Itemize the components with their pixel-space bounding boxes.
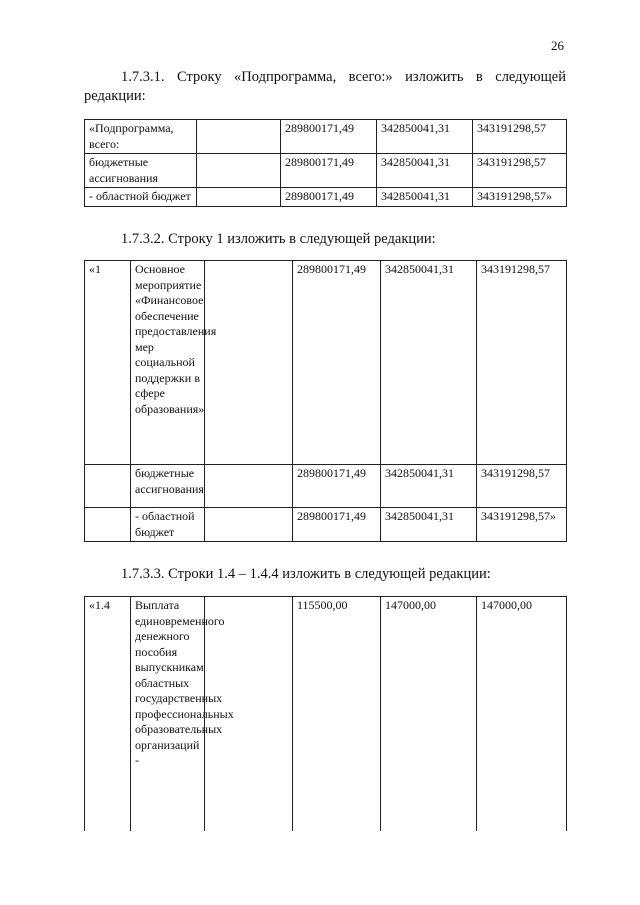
- empty-cell: [205, 465, 293, 508]
- row-label: бюджетные ассигнования: [131, 465, 205, 508]
- row-label: Основное мероприятие «Финансовое обеспечение предоставления мер социальной поддержки в сфере образования»: [131, 261, 205, 465]
- row-label: бюджетные ассигнования: [85, 154, 197, 188]
- value-cell: 289800171,49: [281, 154, 377, 188]
- row-number: «1.4: [85, 597, 131, 832]
- value-cell: 342850041,31: [381, 465, 477, 508]
- value-cell: 289800171,49: [293, 465, 381, 508]
- value-cell: 289800171,49: [281, 188, 377, 207]
- table-row: [85, 154, 567, 188]
- value-cell: 343191298,57: [473, 154, 567, 188]
- table-row: [85, 597, 567, 832]
- row-label: Выплата единовременного денежного пособия выпускникам областных государственных профессиональных образовательных организаций -: [131, 597, 205, 832]
- value-cell: 289800171,49: [281, 120, 377, 154]
- table-subprogram-total: [84, 119, 567, 207]
- section-1-heading: 1.7.3.1. Строку «Подпрограмма, всего:» изложить в следующей редакции:: [84, 69, 566, 104]
- value-cell: 343191298,57»: [477, 508, 567, 542]
- value-cell: 342850041,31: [377, 188, 473, 207]
- value-cell: 342850041,31: [381, 261, 477, 465]
- section-2-heading: 1.7.3.2. Строку 1 изложить в следующей редакции:: [121, 231, 436, 247]
- value-cell: 342850041,31: [381, 508, 477, 542]
- table-row: [85, 120, 567, 154]
- value-cell: 342850041,31: [377, 154, 473, 188]
- value-cell: 289800171,49: [293, 508, 381, 542]
- empty-cell: [197, 120, 281, 154]
- table-row: [85, 508, 567, 542]
- row-label: - областной бюджет: [131, 508, 205, 542]
- row-label: «Подпрограмма, всего:: [85, 120, 197, 154]
- row-number: «1: [85, 261, 131, 465]
- value-cell: 343191298,57: [477, 465, 567, 508]
- section-3-heading: 1.7.3.3. Строки 1.4 – 1.4.4 изложить в следующей редакции:: [121, 566, 491, 582]
- table-row: [85, 188, 567, 207]
- value-cell: 147000,00: [477, 597, 567, 832]
- row-number: [85, 508, 131, 542]
- empty-cell: [197, 154, 281, 188]
- table-rows-1-4: [84, 596, 567, 831]
- value-cell: 343191298,57: [477, 261, 567, 465]
- empty-cell: [197, 188, 281, 207]
- value-cell: 343191298,57: [473, 120, 567, 154]
- empty-cell: [205, 261, 293, 465]
- value-cell: 289800171,49: [293, 261, 381, 465]
- value-cell: 342850041,31: [377, 120, 473, 154]
- empty-cell: [205, 508, 293, 542]
- value-cell: 115500,00: [293, 597, 381, 832]
- row-label: - областной бюджет: [85, 188, 197, 207]
- table-row: [85, 465, 567, 508]
- page-number: 26: [551, 38, 564, 53]
- row-number: [85, 465, 131, 508]
- table-row: [85, 261, 567, 465]
- value-cell: 147000,00: [381, 597, 477, 832]
- table-row-1: [84, 260, 567, 542]
- value-cell: 343191298,57»: [473, 188, 567, 207]
